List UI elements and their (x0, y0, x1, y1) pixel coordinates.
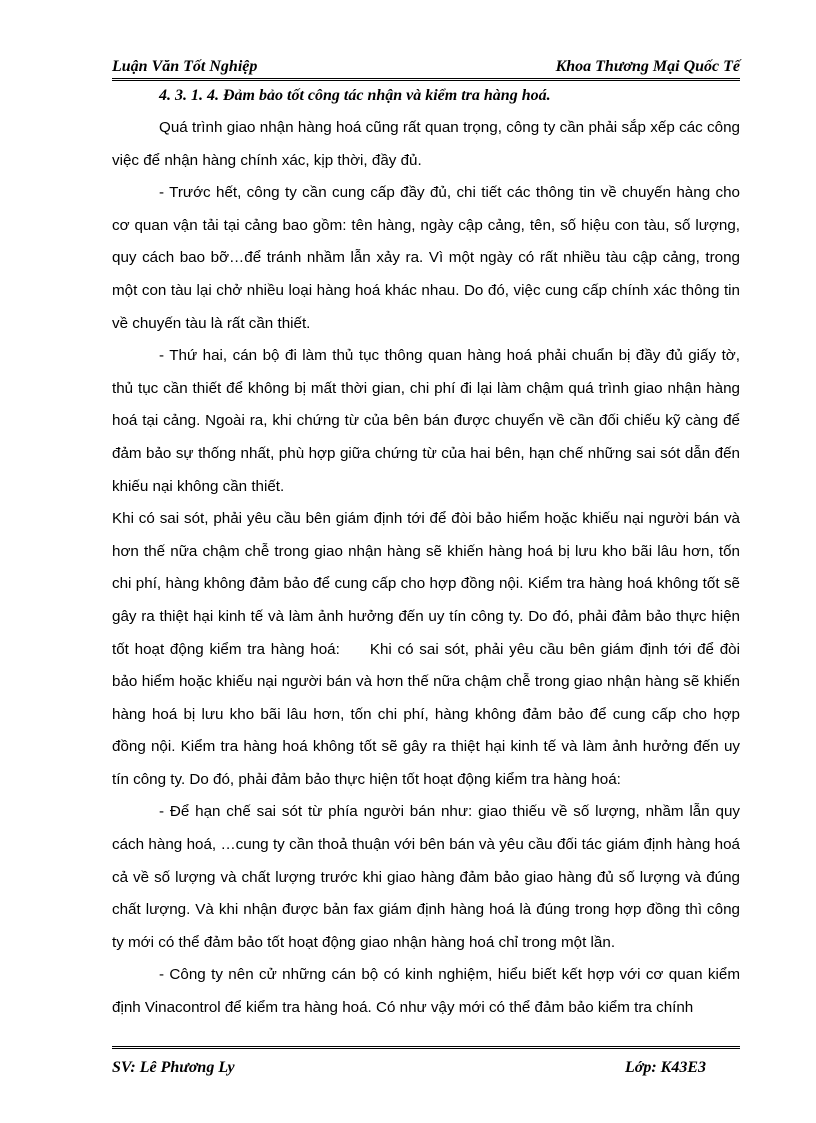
paragraph-6: - Công ty nên cử những cán bộ có kinh nghiệm, hiểu biết kết hợp với cơ quan kiểm định Vinacontrol để kiểm tra hàng hoá. Có như vậy mới có thể đảm bảo kiểm tra chính (112, 966, 740, 1017)
document-body (112, 82, 740, 1025)
header-thesis-title: Luận Văn Tốt Nghiệp (112, 58, 258, 75)
header-faculty: Khoa Thương Mại Quốc Tế (555, 58, 740, 75)
footer-class: Lớp: K43E3 (624, 1059, 706, 1076)
paragraph-5: - Để hạn chế sai sót từ phía người bán như: giao thiếu về số lượng, nhầm lẫn quy cách hàng hoá, …cung ty cần thoả thuận với bên bán và yêu cầu đối tác giám định hàng hoá cả về số lượng và chất lượng trước khi giao hàng đảm bảo giao hàng đủ số lượng và đúng chất lượng. Và khi nhận được bản fax giám định hàng hoá là đúng trong hợp đồng thì công ty mới có thể đảm bảo tốt hoạt động giao nhận hàng hoá chỉ trong một lần. (112, 803, 740, 951)
paragraph-2: - Trước hết, công ty cần cung cấp đầy đủ, chi tiết các thông tin về chuyến hàng cho cơ quan vận tải tại cảng bao gồm: tên hàng, ngày cập cảng, tên, số hiệu con tàu, số lượng, quy cách bao bỡ…để tránh nhầm lẫn xảy ra. Vì một ngày có rất nhiều tàu cập cảng, trong một con tàu lại chở nhiều loại hàng hoá khác nhau. Do đó, việc cung cấp chính xác thông tin về chuyến tàu là rất cần thiết. (112, 184, 740, 332)
paragraph-1: Quá trình giao nhận hàng hoá cũng rất quan trọng, công ty cần phải sắp xếp các công việc để nhận hàng chính xác, kịp thời, đầy đủ. (112, 119, 740, 169)
paragraph-4-repeat: Khi có sai sót, phải yêu cầu bên giám định tới để đòi bảo hiểm hoặc khiếu nại người bán và hơn thế nữa chậm chễ trong giao nhận hàng sẽ khiến hàng hoá bị lưu kho bãi lâu hơn, tốn chi phí, hàng không đảm bảo để cung cấp cho hợp đồng nội. Kiểm tra hàng hoá không tốt sẽ gây ra thiệt hại kinh tế và làm ảnh hưởng đến uy tín công ty. Do đó, phải đảm bảo thực hiện tốt hoạt động kiểm tra hàng hoá: (112, 640, 740, 788)
paragraph-4-text: Khi có sai sót, phải yêu cầu bên giám định tới để đòi bảo hiểm hoặc khiếu nại người bán và hơn thế nữa chậm chễ trong giao nhận hàng sẽ khiến hàng hoá bị lưu kho bãi lâu hơn, tốn chi phí, hàng không đảm bảo để cung cấp cho hợp đồng nội. Kiểm tra hàng hoá không tốt sẽ gây ra thiệt hại kinh tế và làm ảnh hưởng đến uy tín công ty. Do đó, phải đảm bảo thực hiện tốt hoạt động kiểm tra hàng hoá: (112, 510, 740, 658)
footer-student: SV: Lê Phương Ly (112, 1059, 235, 1076)
paragraph-3: - Thứ hai, cán bộ đi làm thủ tục thông quan hàng hoá phải chuẩn bị đầy đủ giấy tờ, thủ tục cần thiết để không bị mất thời gian, chi phí đi lại làm chậm quá trình giao nhận hàng hoá tại cảng. Ngoài ra, khi chứng từ của bên bán được chuyển về cần đối chiếu kỹ càng để đảm bảo sự thống nhất, phù hợp giữa chứng từ của hai bên, hạn chế những sai sót dẫn đến khiếu nại không cần thiết. (112, 347, 740, 495)
paragraph-4 (112, 503, 740, 796)
page-footer (112, 1046, 740, 1077)
section-heading: 4. 3. 1. 4. Đảm bảo tốt công tác nhận và kiểm tra hàng hoá. (159, 87, 551, 104)
page-header (112, 48, 740, 81)
